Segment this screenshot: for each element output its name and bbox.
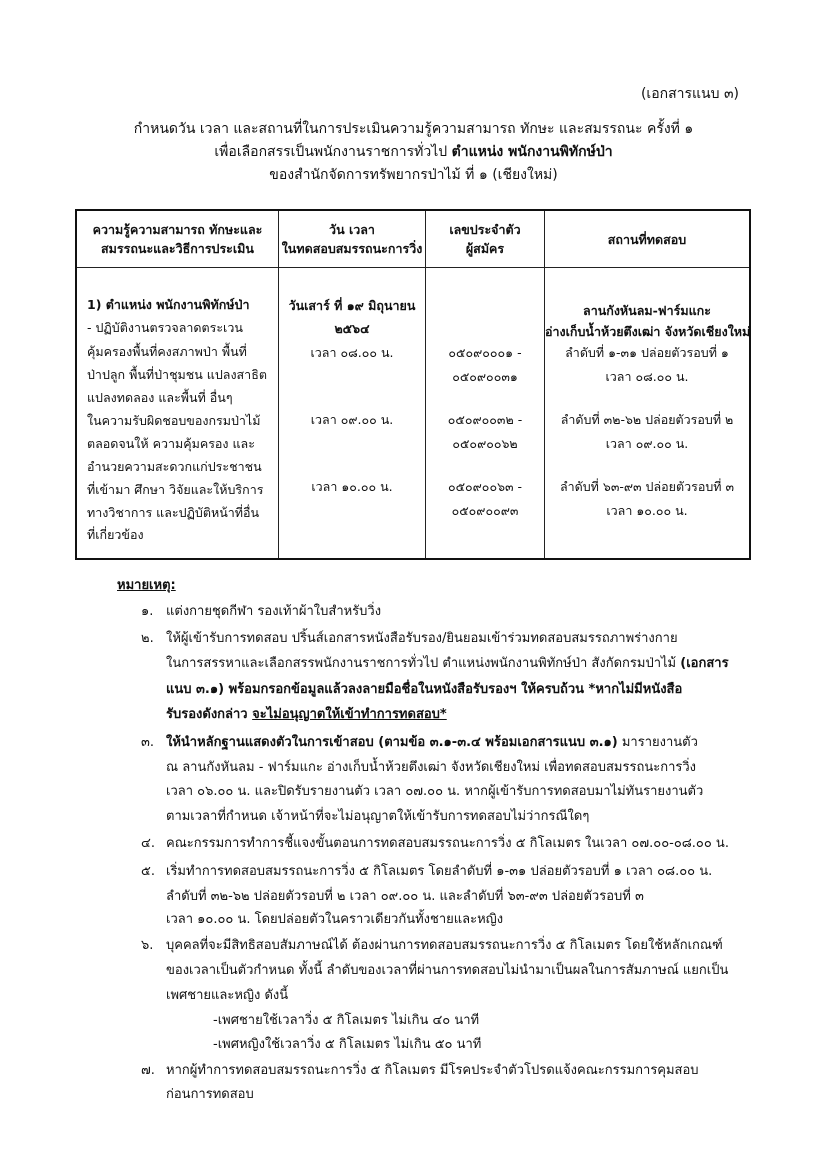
- remark-number: ๗.: [141, 1063, 155, 1078]
- venue-line-2: อ่างเก็บน้ำห้วยตึงเฒ่า จังหวัดเชียงใหม่: [545, 324, 751, 339]
- duty-line: ตลอดจนให้ ความคุ้มครอง และ: [87, 436, 255, 451]
- remark-6-line-1: บุคคลที่จะมีสิทธิสอบสัมภาษณ์ได้ ต้องผ่านการทดสอบสมรรถนะการวิ่ง ๕ กิโลเมตร โดยใช้หลักเกณฑ์: [166, 938, 723, 953]
- remark-2-line-3: แนบ ๓.๑) พร้อมกรอกข้อมูลแล้วลงลายมือชื่อในหนังสือรับรองฯ ให้ครบถ้วน *หากไม่มีหนังสือ: [166, 682, 683, 697]
- round-3-order: ลำดับที่ ๖๓-๙๓ ปล่อยตัวรอบที่ ๓: [559, 479, 735, 494]
- duty-line: อำนวยความสะดวกแก่ประชาชน: [87, 459, 262, 474]
- remark-5-line-2: ลำดับที่ ๓๒-๖๒ ปล่อยตัวรอบที่ ๒ เวลา ๐๙.๐๐ น. และลำดับที่ ๖๓-๙๓ ปล่อยตัวรอบที่ ๓: [166, 889, 644, 904]
- duty-line: ในความรับผิดชอบของกรมป่าไม้: [87, 413, 261, 428]
- remark-7-line-2: ก่อนการทดสอบ: [166, 1087, 254, 1102]
- remark-3-line-3: เวลา ๐๖.๐๐ น. และปิดรับรายงานตัว เวลา ๐๗.๐๐ น. หากผู้เข้ารับการทดสอบมาไม่ทันรายงานตัว: [166, 784, 704, 799]
- attachment-label: (เอกสารแนบ ๓): [640, 86, 739, 102]
- remark-number: ๓.: [141, 735, 155, 750]
- remark-7-line-1: หากผู้ทำการทดสอบสมรรถนะการวิ่ง ๕ กิโลเมตร มีโรคประจำตัวโปรดแจ้งคณะกรรมการคุมสอบ: [166, 1063, 699, 1078]
- header-text: ผู้สมัคร: [465, 241, 505, 256]
- remark-5-line-1: เริ่มทำการทดสอบสมรรถนะการวิ่ง ๕ กิโลเมตร โดยลำดับที่ ๑-๓๑ ปล่อยตัวรอบที่ ๑ เวลา ๐๘.๐๐ น.: [166, 864, 713, 879]
- remark-3-line-1: [166, 732, 698, 754]
- id-range-end: ๐๕๐๙๐๐๙๓: [451, 503, 519, 518]
- id-range-start: ๐๕๐๙๐๐๓๒ -: [447, 412, 523, 427]
- id-range-start: ๐๕๐๙๐๐๐๑ -: [448, 345, 522, 360]
- heading-position: ตำแหน่ง พนักงานพิทักษ์ป่า: [451, 144, 613, 160]
- male-criteria: -เพศชายใช้เวลาวิ่ง ๕ กิโลเมตร ไม่เกิน ๔๐ นาที: [213, 1013, 480, 1028]
- remark-number: ๕.: [141, 864, 155, 879]
- id-range-end: ๐๕๐๙๐๐๓๑: [452, 369, 518, 384]
- round-2-order: ลำดับที่ ๓๒-๖๒ ปล่อยตัวรอบที่ ๒: [560, 412, 734, 427]
- remark-number: ๔.: [141, 836, 155, 851]
- id-range-start: ๐๕๐๙๐๐๖๓ -: [447, 479, 523, 494]
- duty-line: ป่าปลูก พื้นที่ป่าชุมชน แปลงสาธิต: [87, 367, 267, 382]
- remark-2-warning: จะไม่อนุญาตให้เข้าทำการทดสอบ*: [252, 707, 447, 722]
- venue-line-1: ลานกังหันลม-ฟาร์มแกะ: [583, 303, 711, 318]
- header-text: สมรรถนะและวิธีการประเมิน: [101, 241, 254, 256]
- heading-line-3: ของสำนักจัดการทรัพยากรป่าไม้ ที่ ๑ (เชียงใหม่): [269, 167, 558, 183]
- duty-line: ทางวิชาการ และปฏิบัติหน้าที่อื่น: [87, 505, 260, 520]
- remark-3-line-1-tail: มารายงานตัว: [621, 735, 698, 750]
- remark-number: ๑.: [141, 604, 154, 619]
- remark-2-line-2: [166, 653, 729, 675]
- remark-3-line-4: ตามเวลาที่กำหนด เจ้าหน้าที่จะไม่อนุญาตให้เข้ารับการทดสอบไม่ว่ากรณีใดๆ: [166, 809, 590, 824]
- id-range-end: ๐๕๐๙๐๐๖๒: [452, 436, 518, 451]
- duty-line: คุ้มครองพื้นที่คงสภาพป่า พื้นที่: [87, 344, 247, 359]
- remark-number: ๒.: [141, 631, 154, 646]
- heading-line-2-text: เพื่อเลือกสรรเป็นพนักงานราชการทั่วไป: [214, 144, 448, 160]
- round-1-order: ลำดับที่ ๑-๓๑ ปล่อยตัวรอบที่ ๑: [565, 345, 729, 360]
- remark-2-line-4-text: รับรองดังกล่าว: [166, 707, 248, 722]
- remark-3-line-2: ณ ลานกังหันลม - ฟาร์มแกะ อ่างเก็บน้ำห้วยตึงเฒ่า จังหวัดเชียงใหม่ เพื่อทดสอบสมรรถนะการวิ่ง: [166, 760, 696, 775]
- duty-line: - ปฏิบัติงานตรวจลาดตระเวน: [87, 320, 243, 335]
- heading-line-1: กำหนดวัน เวลา และสถานที่ในการประเมินความรู้ความสามารถ ทักษะ และสมรรถนะ ครั้งที่ ๑: [133, 121, 694, 137]
- remark-number: ๖.: [141, 938, 154, 953]
- remark-2-attachment-ref: (เอกสาร: [680, 656, 729, 671]
- header-text: ความรู้ความสามารถ ทักษะและ: [92, 222, 263, 237]
- duty-line: ที่เข้ามา ศึกษา วิจัยและให้บริการ: [87, 482, 264, 497]
- remark-2-line-2-text: ในการสรรหาและเลือกสรรพนักงานราชการทั่วไป ตำแหน่งพนักงานพิทักษ์ป่า สังกัดกรมป่าไม้: [166, 656, 677, 671]
- header-text: สถานที่ทดสอบ: [607, 231, 687, 247]
- remark-2-line-1: ให้ผู้เข้ารับการทดสอบ ปริ้นส์เอกสารหนังสือรับรอง/ยินยอมเข้าร่วมทดสอบสมรรถภาพร่างกาย: [166, 631, 678, 646]
- time-slot-2: เวลา ๐๙.๐๐ น.: [310, 412, 394, 427]
- remarks-heading: หมายเหตุ:: [117, 578, 176, 593]
- duty-line: แปลงทดลอง และพื้นที่ อื่นๆ: [87, 390, 233, 405]
- time-slot-1: เวลา ๐๘.๐๐ น.: [310, 345, 394, 360]
- round-3-time: เวลา ๑๐.๐๐ น.: [606, 503, 688, 518]
- time-slot-3: เวลา ๑๐.๐๐ น.: [311, 479, 393, 494]
- female-criteria: -เพศหญิงใช้เวลาวิ่ง ๕ กิโลเมตร ไม่เกิน ๕๐ นาที: [213, 1037, 482, 1052]
- remark-6-line-3: เพศชายและหญิง ดังนี้: [166, 988, 289, 1003]
- round-2-time: เวลา ๐๙.๐๐ น.: [605, 436, 689, 451]
- header-text: วัน เวลา: [329, 222, 375, 237]
- header-text: เลขประจำตัว: [449, 222, 521, 237]
- remark-4-text: คณะกรรมการทำการชี้แจงขั้นตอนการทดสอบสมรรถนะการวิ่ง ๕ กิโลเมตร ในเวลา ๐๗.๐๐-๐๘.๐๐ น.: [166, 836, 729, 851]
- test-year: ๒๕๖๔: [334, 321, 370, 336]
- remark-5-line-3: เวลา ๑๐.๐๐ น. โดยปล่อยตัวในคราวเดียวกันทั้งชายและหญิง: [166, 912, 504, 927]
- test-date: วันเสาร์ ที่ ๑๙ มิถุนายน: [288, 298, 416, 313]
- remark-1-text: แต่งกายชุดกีฬา รองเท้าผ้าใบสำหรับวิ่ง: [166, 604, 382, 619]
- duty-line: ที่เกี่ยวข้อง: [87, 527, 144, 542]
- remark-6-line-2: ของเวลาเป็นตัวกำหนด ทั้งนี้ ลำดับของเวลาที่ผ่านการทดสอบไม่นำมาเป็นผลในการสัมภาษณ์ แยกเป็น: [166, 963, 729, 978]
- round-1-time: เวลา ๐๘.๐๐ น.: [605, 369, 689, 384]
- remark-3-line-1-bold: ให้นำหลักฐานแสดงตัวในการเข้าสอบ (ตามข้อ ๓.๑-๓.๔ พร้อมเอกสารแนบ ๓.๑): [166, 735, 618, 750]
- position-title: 1) ตำแหน่ง พนักงานพิทักษ์ป่า: [87, 297, 250, 312]
- remark-2-line-4: [166, 704, 447, 726]
- header-text: ในทดสอบสมรรถนะการวิ่ง: [281, 241, 423, 256]
